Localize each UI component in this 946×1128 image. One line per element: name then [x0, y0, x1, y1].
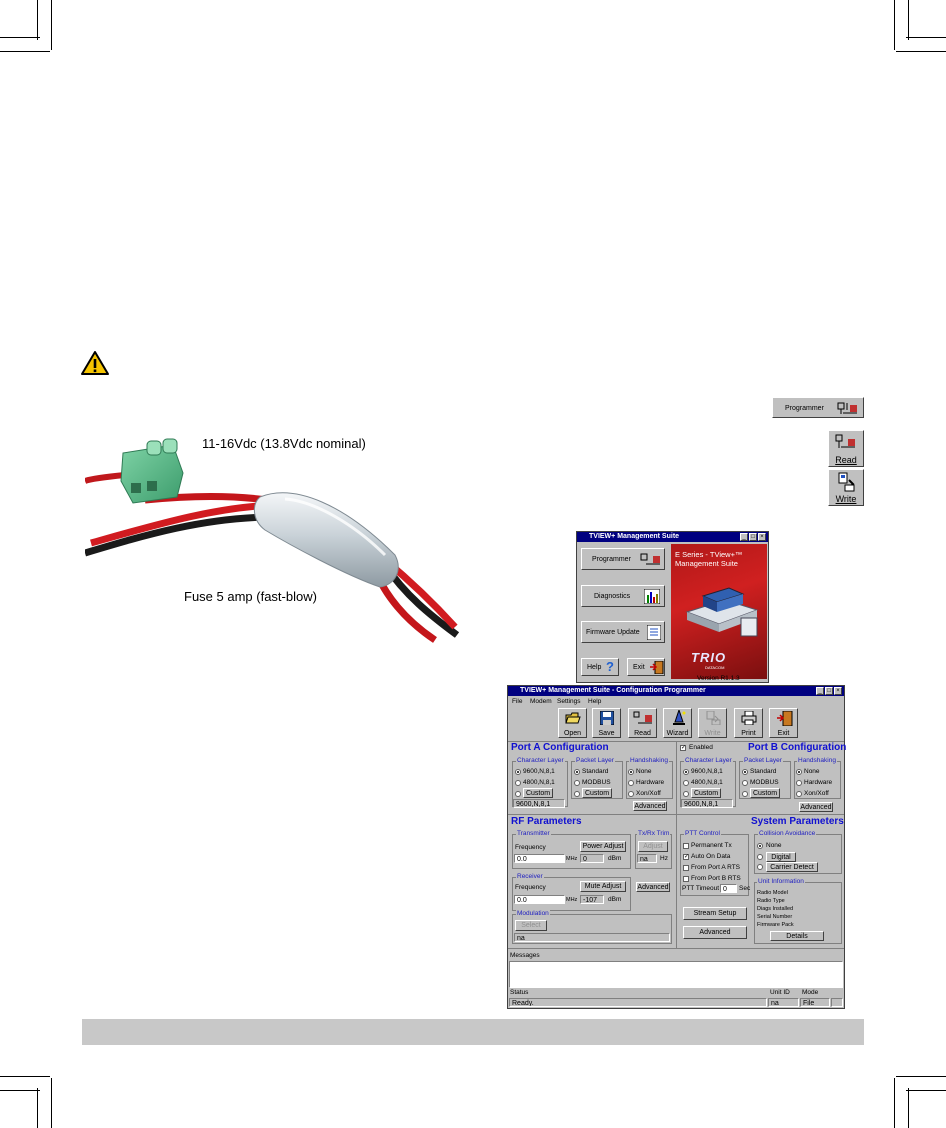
messages-label: Messages: [510, 952, 540, 959]
port-a-packet-radio-2[interactable]: [574, 780, 580, 786]
port-a-hs-opt-3: Xon/Xoff: [636, 790, 661, 797]
port-a-char-opt-2: 4800,N,8,1: [523, 779, 555, 786]
suite-programmer-button[interactable]: [581, 548, 665, 570]
port-a-character-title: Character Layer: [517, 757, 564, 764]
programmer-icon: [837, 401, 859, 415]
port-a-packet-radio-1[interactable]: [574, 769, 580, 775]
ca-digital-button[interactable]: Digital: [766, 852, 796, 862]
port-b-hs-radio-3[interactable]: [796, 791, 802, 797]
port-b-packet-opt-2: MODBUS: [750, 779, 779, 786]
port-a-char-value[interactable]: 9600,N,8,1: [513, 799, 565, 808]
port-a-char-radio-1[interactable]: [515, 769, 521, 775]
ptt-port-a-checkbox[interactable]: [683, 865, 689, 871]
toolbar-open-label: Open: [563, 730, 582, 737]
status-value: Ready.: [509, 998, 767, 1007]
port-b-hs-opt-3: Xon/Xoff: [804, 790, 829, 797]
trim-adjust-button[interactable]: Adjust: [638, 841, 668, 852]
port-b-char-radio-3[interactable]: [683, 791, 689, 797]
trio-logo-sub: DATACOM: [705, 665, 725, 670]
toolbar-exit-button[interactable]: [769, 708, 798, 738]
ptt-port-b-checkbox[interactable]: [683, 876, 689, 882]
tx-frequency-label: Frequency: [515, 844, 546, 851]
mode-label: Mode: [802, 989, 819, 996]
ptt-timeout-label: PTT Timeout: [682, 885, 720, 892]
management-suite-window: [576, 531, 769, 683]
modulation-title: Modulation: [517, 910, 549, 917]
tx-dbm-unit: dBm: [608, 855, 622, 862]
suite-diagnostics-label: Diagnostics: [594, 593, 631, 600]
system-heading: System Parameters: [751, 816, 844, 827]
port-b-enabled-label: Enabled: [689, 744, 713, 751]
port-a-handshake-title: Handshaking: [630, 757, 668, 764]
status-extra-cell: [831, 998, 843, 1007]
port-b-advanced-button[interactable]: Advanced: [800, 804, 832, 811]
port-b-hs-radio-1[interactable]: [796, 769, 802, 775]
write-icon: [706, 711, 722, 725]
toolbar-read-button[interactable]: [628, 708, 657, 738]
toolbar-open-button[interactable]: [558, 708, 587, 738]
tx-power-value: 0: [580, 854, 604, 863]
read-margin-label: Read: [835, 455, 857, 465]
port-b-packet-radio-3[interactable]: [742, 791, 748, 797]
read-icon: [633, 711, 653, 725]
exit-door-icon: [777, 711, 793, 726]
port-a-char-custom-button[interactable]: Custom: [523, 788, 553, 798]
ptt-opt-auto: Auto On Data: [691, 853, 731, 860]
port-b-char-custom-button[interactable]: Custom: [691, 788, 721, 798]
suite-firmware-label: Firmware Update: [586, 629, 640, 636]
collision-avoidance-title: Collision Avoidance: [759, 830, 816, 837]
port-b-hs-opt-2: Hardware: [804, 779, 833, 786]
suite-version: Version R1.1.3: [697, 675, 740, 682]
status-label: Status: [510, 989, 529, 996]
wizard-icon: [671, 710, 687, 726]
fuse-spec-label: Fuse 5 amp (fast-blow): [184, 589, 317, 604]
unit-line-radio-type: Radio Type: [757, 898, 785, 904]
read-icon: [835, 433, 857, 453]
port-b-hs-radio-2[interactable]: [796, 780, 802, 786]
unit-id-label: Unit ID: [770, 989, 790, 996]
maximize-button[interactable]: □: [825, 687, 833, 695]
rx-level-value: -107: [580, 895, 604, 904]
suite-title: TVIEW+ Management Suite: [589, 533, 680, 540]
ptt-permanent-checkbox[interactable]: [683, 843, 689, 849]
ptt-sec-unit: Sec: [739, 885, 751, 892]
port-b-character-title: Character Layer: [685, 757, 732, 764]
port-a-char-radio-2[interactable]: [515, 780, 521, 786]
suite-splash-panel: [671, 544, 767, 679]
suite-programmer-label: Programmer: [592, 556, 631, 563]
config-title: TVIEW+ Management Suite - Configuration Programmer: [520, 687, 706, 694]
stream-setup-button[interactable]: Stream Setup: [683, 907, 747, 920]
write-margin-label: Write: [835, 494, 857, 504]
mode-value: File: [800, 998, 830, 1007]
unit-line-diags: Diags Installed: [757, 906, 794, 912]
unit-line-serial: Serial Number: [757, 914, 793, 920]
ptt-auto-checkbox[interactable]: ✓: [684, 854, 690, 860]
details-button[interactable]: Details: [770, 931, 824, 941]
close-button[interactable]: ×: [834, 687, 842, 695]
port-b-enabled-checkbox[interactable]: ✓: [681, 745, 687, 751]
maximize-button[interactable]: □: [749, 533, 757, 541]
suite-help-button[interactable]: [581, 658, 619, 676]
tx-mhz-unit: MHz: [566, 856, 578, 862]
menu-help[interactable]: Help: [588, 698, 602, 705]
unit-line-radio-model: Radio Model: [757, 890, 788, 896]
port-b-packet-custom-button[interactable]: Custom: [750, 788, 780, 798]
rx-mhz-unit: MHz: [566, 897, 578, 903]
toolbar-wizard-label: Wizard: [666, 730, 689, 737]
diagnostics-chart-icon: [644, 589, 660, 604]
ca-radio-carrier[interactable]: [757, 864, 763, 870]
help-question-icon: ?: [606, 659, 614, 674]
unit-information-title: Unit Information: [758, 878, 804, 885]
ptt-timeout-input[interactable]: 0: [720, 884, 737, 893]
port-a-heading: Port A Configuration: [511, 742, 609, 753]
port-a-hs-opt-1: None: [636, 768, 652, 775]
ca-radio-none[interactable]: [757, 843, 763, 849]
system-advanced-button[interactable]: Advanced: [683, 926, 747, 939]
exit-door-icon: [650, 661, 664, 674]
port-a-packet-opt-2: MODBUS: [582, 779, 611, 786]
port-b-packet-opt-1: Standard: [750, 768, 777, 775]
config-title-bar: [508, 686, 844, 696]
modulation-value: na: [514, 933, 670, 942]
toolbar-save-button[interactable]: [592, 708, 621, 738]
port-a-hs-opt-2: Hardware: [636, 779, 665, 786]
rx-dbm-unit: dBm: [608, 896, 622, 903]
port-a-packet-radio-3[interactable]: [574, 791, 580, 797]
ptt-control-title: PTT Control: [685, 830, 720, 837]
write-icon: [837, 472, 857, 492]
mute-adjust-button[interactable]: Mute Adjust: [580, 881, 626, 892]
save-disk-icon: [600, 711, 614, 725]
suite-firmware-button[interactable]: [581, 621, 665, 643]
splash-title: E Series - TView+™ Management Suite: [675, 550, 743, 568]
transmitter-title: Transmitter: [517, 830, 550, 837]
port-a-packet-custom-button[interactable]: Custom: [582, 788, 612, 798]
rf-advanced-button[interactable]: Advanced: [637, 884, 669, 891]
unit-id-value: na: [768, 998, 799, 1007]
port-b-packet-radio-2[interactable]: [742, 780, 748, 786]
port-a-char-radio-3[interactable]: [515, 791, 521, 797]
port-b-hs-opt-1: None: [804, 768, 820, 775]
trio-logo: TRIO: [691, 650, 727, 665]
trim-value: na: [637, 854, 657, 863]
port-a-packet-opt-1: Standard: [582, 768, 609, 775]
divider: [508, 814, 844, 815]
toolbar-write-label: Write: [704, 730, 721, 737]
rx-frequency-input[interactable]: 0.0: [514, 895, 565, 904]
read-margin-button[interactable]: [828, 430, 864, 467]
close-button[interactable]: ×: [758, 533, 766, 541]
receiver-title: Receiver: [517, 873, 543, 880]
ptt-opt-permanent: Permanent Tx: [691, 842, 732, 849]
unit-line-firmware: Firmware Pack: [757, 922, 794, 928]
radio-units-image: [685, 582, 763, 642]
port-a-char-opt-1: 9600,N,8,1: [523, 768, 555, 775]
power-cable-image: [85, 435, 465, 660]
toolbar-wizard-button[interactable]: [663, 708, 692, 738]
suite-diagnostics-button[interactable]: [581, 585, 665, 607]
ptt-opt-port-a: From Port A RTS: [691, 864, 741, 871]
rx-frequency-label: Frequency: [515, 884, 546, 891]
footer-bar: [82, 1019, 864, 1045]
programmer-icon: [640, 552, 662, 566]
divider: [676, 742, 677, 948]
tx-frequency-input[interactable]: 0.0: [514, 854, 565, 863]
port-b-char-opt-2: 4800,N,8,1: [691, 779, 723, 786]
port-b-char-radio-1[interactable]: [683, 769, 689, 775]
toolbar-print-button[interactable]: [734, 708, 763, 738]
programmer-margin-label: Programmer: [785, 405, 824, 412]
printer-icon: [741, 711, 757, 725]
port-a-hs-radio-3[interactable]: [628, 791, 634, 797]
ca-opt-none: None: [766, 842, 782, 849]
messages-panel: [509, 961, 843, 988]
port-b-packet-radio-1[interactable]: [742, 769, 748, 775]
minimize-button[interactable]: _: [740, 533, 748, 541]
ca-carrier-button[interactable]: Carrier Detect: [766, 862, 818, 872]
rf-heading: RF Parameters: [511, 816, 582, 827]
ca-radio-digital[interactable]: [757, 854, 763, 860]
power-spec-label: 11-16Vdc (13.8Vdc nominal): [202, 436, 366, 451]
menu-modem[interactable]: Modem: [530, 698, 552, 705]
config-programmer-window: [507, 685, 845, 1009]
minimize-button[interactable]: _: [816, 687, 824, 695]
divider: [508, 948, 844, 949]
write-margin-button[interactable]: [828, 469, 864, 506]
port-b-heading: Port B Configuration: [748, 742, 847, 753]
suite-exit-button[interactable]: [627, 658, 665, 676]
toolbar-read-label: Read: [634, 730, 651, 737]
port-b-char-radio-2[interactable]: [683, 780, 689, 786]
menu-file[interactable]: File: [512, 698, 523, 705]
port-b-char-value[interactable]: 9600,N,8,1: [681, 799, 733, 808]
suite-help-label: Help: [587, 664, 602, 671]
toolbar-save-label: Save: [598, 730, 615, 737]
port-a-advanced-button[interactable]: Advanced: [634, 803, 666, 810]
txrx-trim-title: Tx/Rx Trim: [638, 830, 670, 837]
toolbar-exit-label: Exit: [777, 730, 790, 737]
trim-hz-unit: Hz: [660, 855, 668, 862]
port-b-packet-title: Packet Layer: [744, 757, 782, 764]
toolbar-print-label: Print: [741, 730, 756, 737]
programmer-margin-button[interactable]: [772, 397, 864, 418]
port-a-hs-radio-1[interactable]: [628, 769, 634, 775]
firmware-update-icon: [647, 625, 661, 640]
suite-exit-label: Exit: [633, 664, 645, 671]
ptt-opt-port-b: From Port B RTS: [691, 875, 741, 882]
toolbar-write-button[interactable]: [698, 708, 727, 738]
power-adjust-button[interactable]: Power Adjust: [580, 841, 626, 852]
port-b-char-opt-1: 9600,N,8,1: [691, 768, 723, 775]
warning-icon: [80, 350, 110, 376]
port-a-hs-radio-2[interactable]: [628, 780, 634, 786]
menu-settings[interactable]: Settings: [557, 698, 581, 705]
modulation-select-button[interactable]: Select: [515, 920, 547, 931]
port-a-packet-title: Packet Layer: [576, 757, 614, 764]
open-folder-icon: [565, 711, 581, 725]
port-b-handshake-title: Handshaking: [798, 757, 836, 764]
